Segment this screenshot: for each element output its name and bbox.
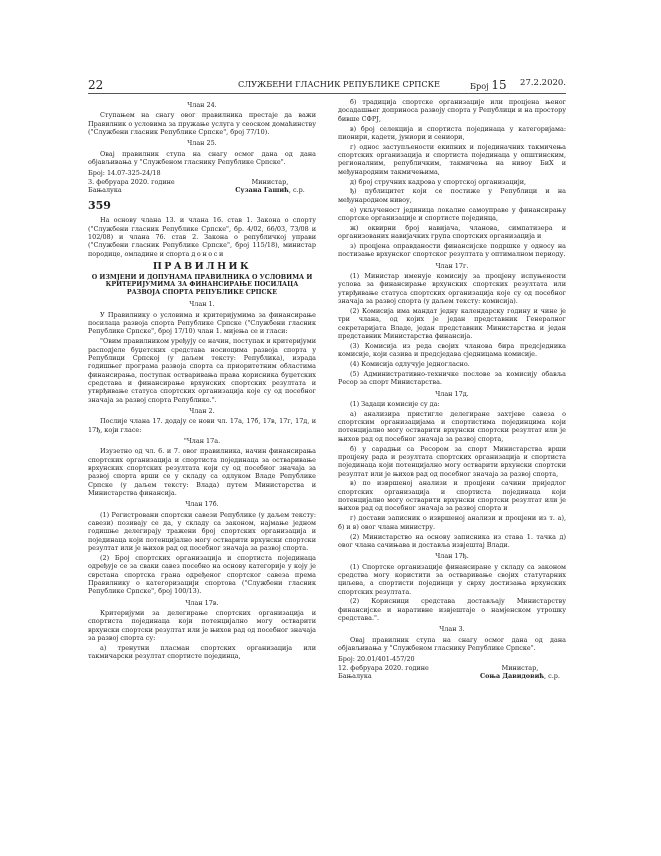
- article-title: Члан 3.: [439, 625, 465, 634]
- signature-row: [88, 178, 316, 186]
- article-paragraph: Овај правилник ступа на снагу осмог дана од дана објављивања у "Службеном гласнику Републике Српске".: [88, 149, 316, 167]
- list-item: г) однос заступљености екипних и појединачних такмичења спортских организација и спортиста појединаца у општинским, регионалним, републичким, такмичења на нивоу БиХ и међународним такмичењима,: [338, 142, 566, 176]
- article-title: Члан 1.: [189, 300, 215, 309]
- article-title: "Члан 17а.: [183, 436, 221, 445]
- signature-row: [338, 655, 566, 663]
- signature-block: [88, 169, 316, 194]
- article-paragraph: (2) Број спортских организација и спортиста појединаца одређује се за сваки савез посебно на основу категорије у коју је сврстана спортска грана одређеног спортског савеза према Правилнику о категоризацији спортова ("Службени гласник Републике Српске", број 100/13).: [88, 553, 316, 596]
- article-paragraph: Изузетно од чл. 6. и 7. овог правилника, начин финансирања спортских организација и спортиста појединаца за остваривање врхунских спортских резултата који су од посебног значаја за развој спорта врши се у складу са одлуком Владе Републике Српске (у даљем тексту: Влада) путем Министарства и Министарства финансија.: [88, 447, 316, 497]
- signature-block: [338, 655, 566, 680]
- article-paragraph: (4) Комисија одлучује једногласно.: [350, 359, 470, 368]
- article-title: Члан 25.: [187, 139, 217, 148]
- issue-word: Број: [470, 81, 489, 91]
- article-title: Члан 2.: [189, 406, 215, 415]
- right-column: [338, 98, 566, 684]
- article-paragraph: (3) Комисија из реда својих чланова бира предсједника комисије, који сазива и предсједава сједницама комисије.: [338, 341, 566, 359]
- article-paragraph: Послије члана 17. додају се нови чл. 17а, 17б, 17в, 17г, 17д, и 17ђ, који гласе:: [88, 417, 316, 434]
- preamble: [88, 216, 316, 258]
- publication-title: СЛУЖБЕНИ ГЛАСНИК РЕПУБЛИКЕ СРПСКЕ: [238, 79, 440, 89]
- article-paragraph: Критеријуми за делегирање спортских организација и спортиста појединаца који потенцијално могу остварити врхунски спортски резултат или је њихов рад од посебног значаја за развој спорта су:: [88, 608, 316, 642]
- article-title: Члан 24.: [187, 101, 217, 109]
- article-title: Члан 17б.: [185, 500, 219, 509]
- header-rule: [88, 93, 566, 94]
- signatory: [224, 186, 316, 194]
- document-number: Број: 20.01/401-457/20: [338, 655, 415, 664]
- article-paragraph: Ступањем на снагу овог правилника престаје да важи Правилник о условима за пружање услуга у сеоском домаћинству ("Службени гласник Републике Српске", број 77/10).: [88, 111, 316, 137]
- signatory-name: Сузана Гашић: [235, 186, 289, 195]
- article-paragraph: (2) Министарство на основу записника из става 1. тачка д) овог члана сачињава и доставља извјештај Влади.: [338, 532, 566, 549]
- document-title: ПРАВИЛНИК: [152, 261, 252, 273]
- signatory-role: Министар,: [251, 177, 289, 186]
- list-item: д) број стручних кадрова у спортској организацији,: [350, 177, 527, 186]
- list-item: а) тренутни пласман спортских организација или такмичарски резултат спортисте појединца,: [88, 643, 316, 661]
- document-date: 12. фебруара 2020. године: [338, 663, 429, 672]
- preamble-verb: доноси: [191, 249, 225, 258]
- list-item: в) по извршеној анализи и процјени сачини приједлог спортских организација и спортиста појединаца који потенцијално могу остварити врхунски спортски резултат или је њихов рад од посебног значаја за развој спорта и: [338, 479, 566, 513]
- list-item: е) укљученост јединица локалне самоуправе у финансирању спортске организације и спортисте појединца,: [338, 205, 566, 222]
- document-subtitle: О ИЗМЈЕНИ И ДОПУНАМА ПРАВИЛНИКА О УСЛОВИМА И КРИТЕРИЈУМИМА ЗА ФИНАНСИРАЊЕ ПОСИЛАЦА РАЗВОЈА СПОРТА РЕПУБЛИКЕ СРПСКЕ: [91, 273, 313, 296]
- document-place: Бањалука: [88, 186, 122, 195]
- article-paragraph: (5) Административно-техничке послове за комисију обавља Ресор за спорт Министарства.: [338, 369, 566, 387]
- document-date: 3. фебруара 2020. године: [88, 177, 175, 186]
- list-item: ђ) публицитет који се постиже у Републици и на међународном нивоу,: [338, 187, 566, 204]
- signatory-name: Соња Давидовић: [480, 672, 545, 681]
- signatory-suffix: , с.р.: [544, 672, 560, 681]
- page-header: [88, 78, 566, 92]
- article-paragraph: (1) Спортске организације финансиране у складу са законом средства могу користити за остваривање својих статутарних циљева, а спортисти појединци у сврху достизања врхунских спортских резултата.: [338, 562, 566, 596]
- article-paragraph: Овај правилник ступа на снагу осмог дана од дана објављивања у "Службеном гласнику Републике Српске".: [338, 635, 566, 653]
- list-item: б) традиција спортске организације или процјена њеног досадашњег доприноса развоју спорта у Републици и на простору бивше СФРЈ,: [338, 98, 566, 123]
- article-paragraph: (2) Комисија има мандат једну календарску годину и чине је три члана, од којих је један представник Генералног секретаријата Владе, један представник Министарства и један представник Министарства финансија.: [338, 306, 566, 340]
- article-title: Члан 17г.: [435, 261, 469, 270]
- issue-date: 27.2.2020.: [520, 78, 566, 88]
- list-item: б) у сарадњи са Ресором за спорт Министарства врши процјену рада и резултата спортских организација и спортиста појединаца који потенцијално могу остварити врхунски спортски резултат или је њихов рад од посебног значаја за развој спорта,: [338, 444, 566, 478]
- article-paragraph: (1) Регистровани спортски савези Републике (у даљем тексту: савези) позивају се да, у складу са законом, најмање једном годишње делегирају тражени број спортских организација и појединаца који потенцијално могу остварити врхунски спортски резултат или је њихов рад од посебног значаја за развој спорта.: [88, 510, 316, 553]
- list-item: в) број селекција и спортиста појединаца у категоријама: пионири, кадети, јуниори и сениори,: [338, 124, 566, 141]
- page-number: 22: [88, 78, 104, 92]
- signatory-suffix: , с.р.: [288, 186, 305, 195]
- issue-label: [470, 78, 507, 92]
- left-column: [88, 98, 316, 662]
- signature-row: [338, 664, 566, 672]
- document-place: Бањалука: [338, 672, 372, 681]
- article-paragraph: (1) Министар именује комисију за процјену испуњености услова за финансирање врхунских спортских резултата или утврђивање статуса спортских организација које су од посебног значаја за развој спорта (у даљем тексту: комисија).: [338, 272, 566, 306]
- signature-row: [88, 169, 316, 177]
- preamble-text: На основу члана 13. и члана 16. став 1. Закона о спорту ("Службени гласник Републике Српске", бр. 4/02, 66/03, 73/08 и 102/08) и члана 76. став 2. Закона о републичкој управи ("Службени гласник Републике Српске", број 115/18), министар породице, омладине и спорта: [88, 216, 316, 258]
- issue-number: 15: [491, 78, 507, 92]
- article-paragraph: (1) Задаци комисије су да:: [350, 399, 440, 408]
- article-paragraph: У Правилнику о условима и критеријумима за финансирање посилаца развоја спорта Републике Српске ("Службени гласник Републике Српске", број 17/10) члан 1. мијења се и гласи:: [88, 310, 316, 336]
- signatory-role: Министар,: [501, 663, 539, 672]
- signatory: [474, 672, 566, 680]
- list-item: а) анализира пристигле делегиране захтјеве савеза о спортским организацијама и спортистима појединцима који потенцијално могу остварити врхунски спортски резултат или је њихов рад од посебног значаја за развој спорта,: [338, 409, 566, 443]
- article-title: Члан 17в.: [185, 598, 219, 607]
- article-title: Члан 17д.: [435, 389, 469, 398]
- article-paragraph: (2) Корисници средстава достављају Министарству финансијске и наративне извјештаје о намјенском утрошку средстава.".: [338, 597, 566, 623]
- entry-number: 359: [88, 199, 111, 213]
- list-item: з) процјена оправданости финансијске подршке у односу на постизање врхунског спортског резултата у оптималном периоду.: [338, 242, 566, 259]
- signature-row: [88, 186, 316, 194]
- document-number: Број: 14.07-325-24/18: [88, 169, 161, 178]
- article-paragraph: "Овим правилником уређују се начин, поступак и критеријуми расподјеле буџетских средстава носиоцима развоја спорта у Републици Српској (у даљем тексту: Република), израда годишњег програма развоја спорта са приоритетним областима финансирања, поступак остваривања права корисника буџетских средстава и финансирање врхунских спортских резултата и утврђивање статуса спортских организација које су од посебног значаја за развој спорта Републике.".: [88, 337, 316, 404]
- list-item: г) достави записник о извршеној анализи и процјени из т. а), б) и в) овог члана министру.: [338, 514, 566, 531]
- signature-row: [338, 672, 566, 680]
- article-title: Члан 17ђ.: [435, 552, 469, 561]
- list-item: ж) оквирни број навијача, чланова, симпатизера и организованих навијачких група спортских организација и: [338, 223, 566, 241]
